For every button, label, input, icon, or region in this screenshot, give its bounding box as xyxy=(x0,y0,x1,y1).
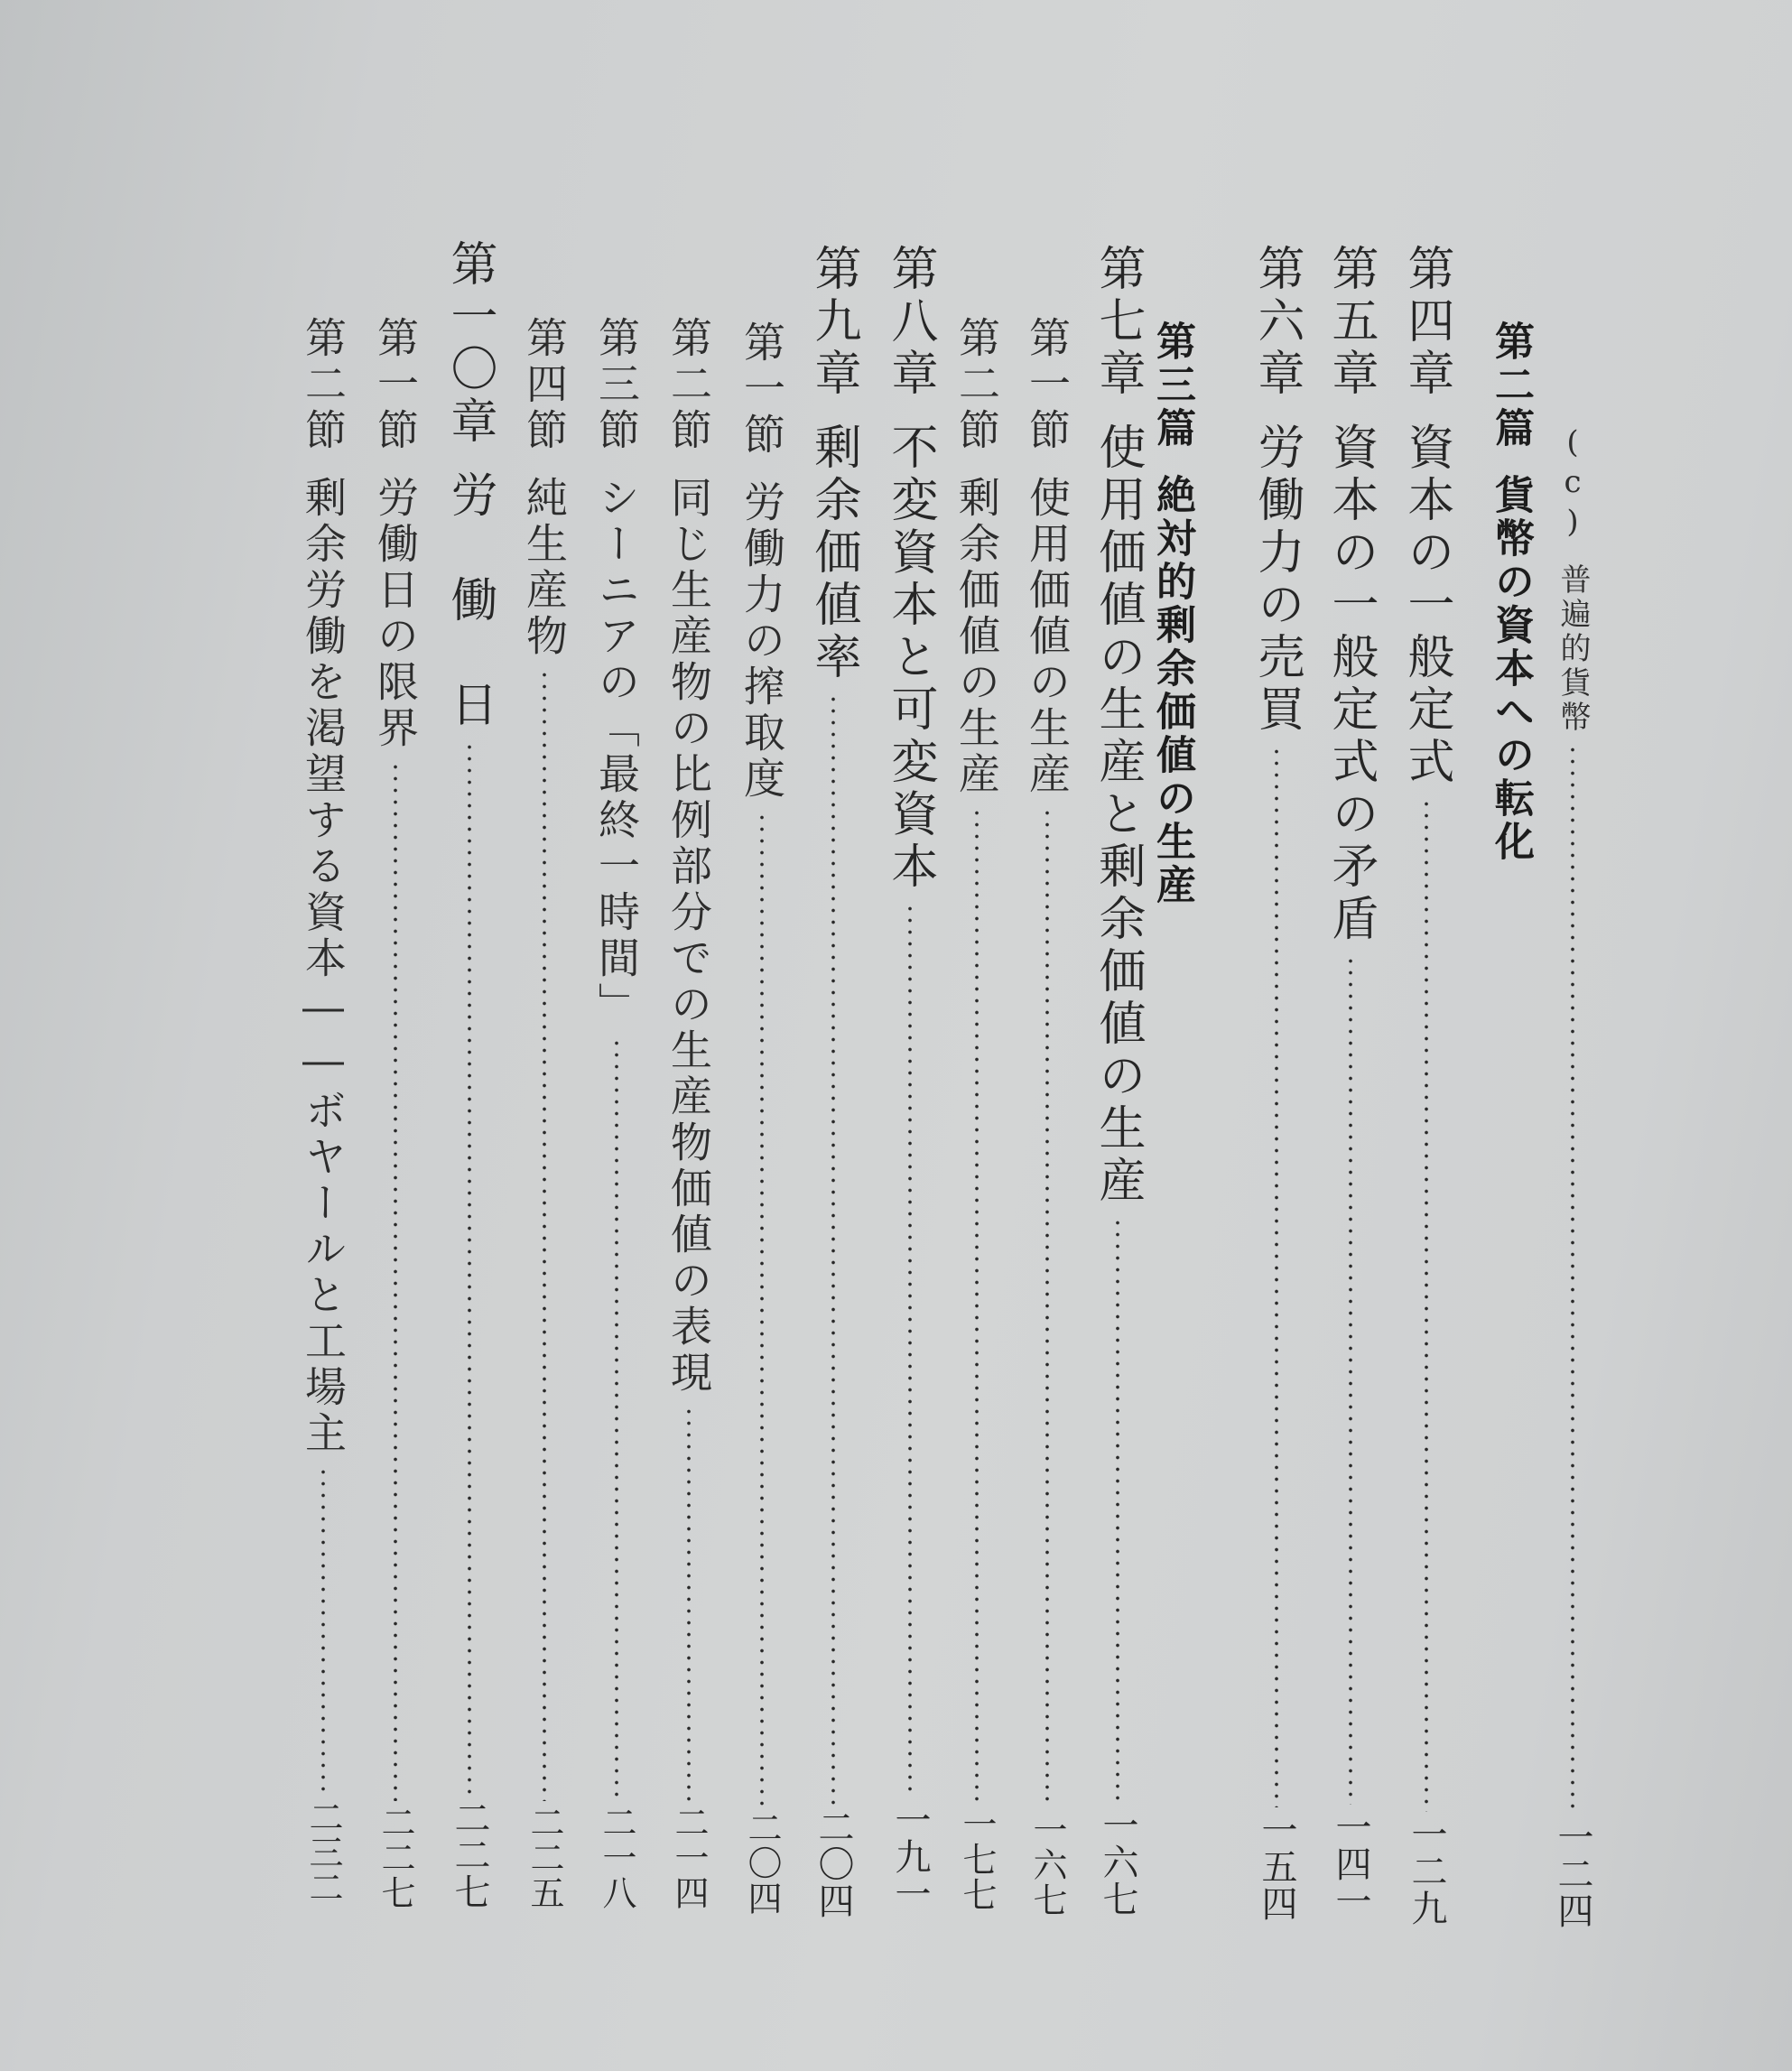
section-title: 剰余価値の生産 xyxy=(952,476,1001,798)
chapter-title: 資本の一般定式 xyxy=(1399,423,1453,789)
toc-part-3 xyxy=(1145,0,1199,2071)
part-title: 絶対的剰余価値の生産 xyxy=(1149,474,1195,907)
page-number: 二二五 xyxy=(525,1805,564,1910)
dot-leader xyxy=(1424,798,1429,1812)
dot-leader xyxy=(759,812,765,1806)
section-title: 剰余労働を渇望する資本――ボヤールと工場主 xyxy=(299,476,348,1457)
section-label: 第四節 xyxy=(520,316,569,454)
page-number: 二二七 xyxy=(449,1799,490,1910)
section-title: 使用価値の生産 xyxy=(1023,476,1072,798)
chapter-title: 剰余価値率 xyxy=(806,423,860,684)
chapter-label: 第四章 xyxy=(1399,244,1453,401)
page-number: 二一四 xyxy=(669,1805,709,1910)
dot-leader xyxy=(1348,955,1353,1805)
toc-ch10-section-1 xyxy=(368,0,422,2071)
page-number: 一七七 xyxy=(957,1806,997,1912)
dot-leader xyxy=(907,903,913,1797)
section-title: 同じ生産物の比例部分での生産物価値の表現 xyxy=(664,476,713,1397)
part-title: 貨幣の資本への転化 xyxy=(1488,474,1534,864)
toc-chapter-10 xyxy=(442,0,497,2071)
section-label: 第一節 xyxy=(1023,316,1072,454)
toc-ch7-section-1 xyxy=(1020,0,1074,2071)
page-number: 一六七 xyxy=(1027,1812,1067,1918)
dot-leader xyxy=(1570,744,1575,1815)
section-title: シーニアの「最終一時間」 xyxy=(592,476,641,1028)
section-label: 第三節 xyxy=(592,316,641,454)
toc-chapter-6 xyxy=(1249,0,1304,2071)
dot-leader xyxy=(831,693,836,1805)
part-label: 第二篇 xyxy=(1488,320,1534,450)
dot-leader xyxy=(393,761,398,1801)
section-label: 第二節 xyxy=(299,316,348,454)
entry-label: (c) xyxy=(1555,424,1591,543)
page-number: 一二九 xyxy=(1406,1816,1447,1927)
page-number: 一九一 xyxy=(889,1801,931,1912)
chapter-label: 第一〇章 xyxy=(442,239,497,449)
chapter-label: 第五章 xyxy=(1323,244,1378,401)
toc-ch9-section-4 xyxy=(517,0,571,2071)
toc-ch9-section-2 xyxy=(662,0,716,2071)
page-number: 二一八 xyxy=(597,1805,636,1910)
toc-chapter-7 xyxy=(1091,0,1145,2071)
dot-leader xyxy=(542,669,547,1801)
dot-leader xyxy=(974,807,980,1803)
chapter-title: 資本の一般定式の矛盾 xyxy=(1323,423,1378,946)
dot-leader xyxy=(467,741,472,1796)
chapter-title: 使用価値の生産と剰余価値の生産 xyxy=(1091,423,1145,1208)
page-number: 一四一 xyxy=(1330,1808,1371,1919)
section-label: 第一節 xyxy=(738,320,786,459)
dot-leader xyxy=(686,1406,692,1801)
page-number: 一二四 xyxy=(1552,1818,1593,1929)
chapter-label: 第九章 xyxy=(806,244,860,401)
page-number: 一六七 xyxy=(1097,1806,1138,1918)
toc-chapter-4 xyxy=(1399,0,1453,2071)
toc-ch9-section-3 xyxy=(590,0,644,2071)
dot-leader xyxy=(614,1037,619,1801)
dot-leader xyxy=(320,1466,326,1796)
chapter-label: 第七章 xyxy=(1091,244,1145,401)
section-title: 純生産物 xyxy=(520,476,569,660)
chapter-label: 第六章 xyxy=(1249,244,1304,401)
chapter-title: 不変資本と可変資本 xyxy=(883,423,937,894)
page-number: 二三二 xyxy=(303,1799,343,1905)
chapter-label: 第八章 xyxy=(883,244,937,401)
toc-ch7-section-2 xyxy=(950,0,1004,2071)
dot-leader xyxy=(1045,807,1050,1808)
page-number: 二〇四 xyxy=(742,1810,782,1916)
section-label: 第二節 xyxy=(664,316,713,454)
page-number: 二〇四 xyxy=(812,1808,854,1919)
page-number: 一五四 xyxy=(1256,1811,1297,1922)
dot-leader xyxy=(1274,746,1279,1807)
section-label: 第二節 xyxy=(952,316,1001,454)
toc-chapter-5 xyxy=(1323,0,1378,2071)
page-number: 二二七 xyxy=(376,1805,415,1910)
chapter-title: 労働力の売買 xyxy=(1249,423,1304,737)
toc-part-2 xyxy=(1483,0,1537,2071)
toc-entry-universal-money xyxy=(1546,0,1600,2071)
section-label: 第一節 xyxy=(371,316,420,454)
part-label: 第三篇 xyxy=(1149,320,1195,450)
section-title: 労働力の搾取度 xyxy=(738,480,786,803)
dot-leader xyxy=(1115,1217,1120,1803)
entry-title: 普遍的貨幣 xyxy=(1555,563,1591,735)
chapter-title: 労 働 日 xyxy=(442,470,497,732)
toc-ch9-section-1 xyxy=(735,0,789,2071)
section-title: 労働日の限界 xyxy=(371,476,420,752)
toc-chapter-9 xyxy=(806,0,860,2071)
toc-ch10-section-2 xyxy=(296,0,350,2071)
toc-chapter-8 xyxy=(883,0,937,2071)
